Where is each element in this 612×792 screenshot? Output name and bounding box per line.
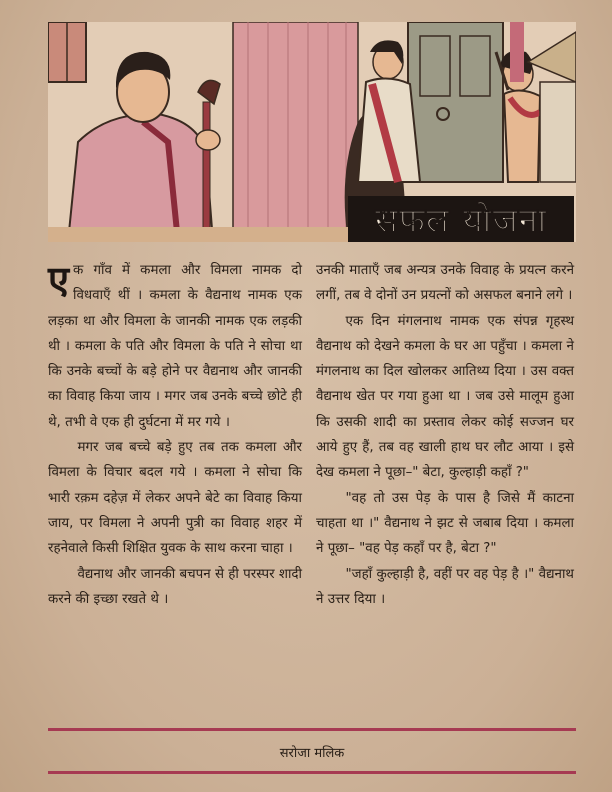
text-column-left xyxy=(48,258,302,612)
divider-top xyxy=(48,728,576,731)
paragraph: "जहाँ कुल्हाड़ी है, वहीं पर वह पेड़ है ।" वैद्यनाथ ने उत्तर दिया । xyxy=(316,566,574,607)
paragraph: एक दिन मंगलनाथ नामक एक संपन्न गृहस्थ वैद्यनाथ को देखने कमला के घर आ पहुँचा । कमला ने मंगलनाथ का दिल खोलकर आतिथ्य दिया । उस वक्त वैद्यनाथ खेत पर गया हुआ था । जब उसे मालूम हुआ कि उसकी शादी का प्रस्ताव लेकर कोई सज्जन घर आये हुए हैं, तब वह खाली हाथ घर लौट आया । इसे देख कमला ने पूछा–" बेटा, कुल्हाड़ी कहाँ ?" xyxy=(316,313,574,481)
paragraph xyxy=(48,258,302,435)
paragraph: "वह तो उस पेड़ के पास है जिसे मैं काटना चाहता था ।" वैद्यनाथ ने झट से जबाब दिया । कमला ने पूछा– "वह पेड़ कहाँ पर है, बेटा ?" xyxy=(316,490,574,557)
paragraph: वैद्यनाथ और जानकी बचपन से ही परस्पर शादी करने की इच्छा रखते थे । xyxy=(48,566,302,607)
drop-cap: ए xyxy=(48,258,70,302)
paragraph-text: क गाँव में कमला और विमला नामक दो विधवाएँ थीं । कमला के वैद्यनाथ नामक एक लड़का था और विमला के जानकी नामक एक लड़की थी । कमला के पति और विमला के पति ने सोचा था कि उनके बच्चों के बड़े होने पर वैद्यनाथ और जानकी का विवाह किया जाय । मगर जब उनके बच्चे छोटे ही थे, तभी वे एक ही दुर्घटना में मर गये । xyxy=(48,263,302,430)
author-name: सरोजा मलिक xyxy=(279,746,345,761)
story-title: सफल योजना xyxy=(374,201,548,241)
story-title-banner xyxy=(348,196,574,242)
paragraph: उनकी माताएँ जब अन्यत्र उनके विवाह के प्रयत्न करने लगीं, तब वे दोनों उन प्रयत्नों को असफल बनाने लगे । xyxy=(316,263,574,304)
paragraph: मगर जब बच्चे बड़े हुए तब तक कमला और विमला के विचार बदल गये । कमला ने सोचा कि भारी रक़म दहेज़ में लेकर अपने बेटे का विवाह किया जाय, पर विमला ने अपनी पुत्री का विवाह शहर में रहनेवाले किसी शिक्षित युवक के साथ करना चाहा । xyxy=(48,440,302,557)
divider-bottom xyxy=(48,771,576,774)
text-column-right xyxy=(316,258,574,612)
